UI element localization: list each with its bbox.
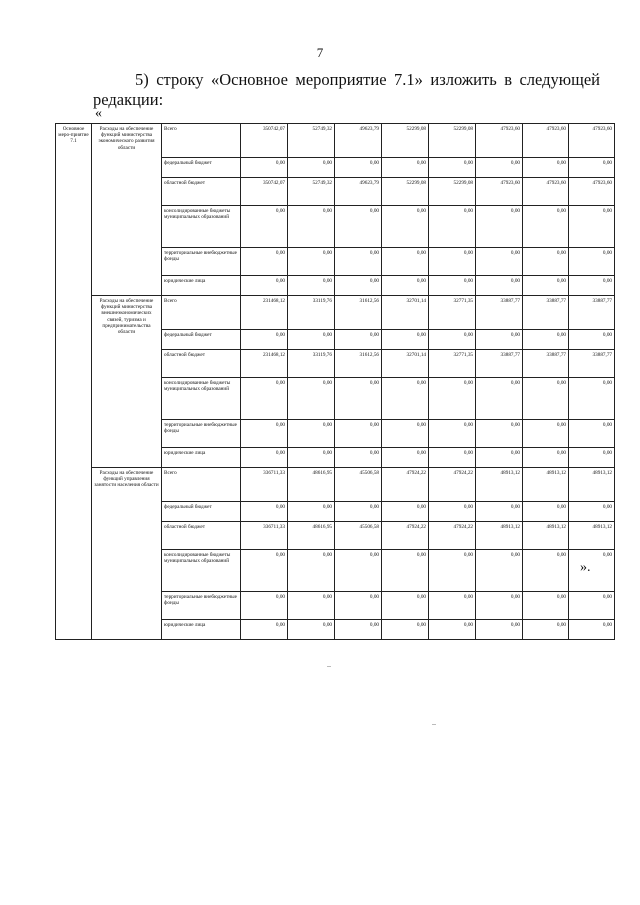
amount-cell: 0,00 (382, 378, 429, 420)
amount-cell: 52299,08 (429, 178, 476, 206)
amount-cell: 0,00 (429, 620, 476, 640)
amount-cell: 52299,08 (382, 178, 429, 206)
amount-cell: 47924,22 (382, 468, 429, 502)
amount-cell: 31612,56 (335, 296, 382, 330)
amount-cell: 52299,08 (429, 124, 476, 158)
amount-cell: 0,00 (288, 330, 335, 350)
funding-source-cell: юридические лица (162, 448, 241, 468)
amount-cell: 0,00 (476, 502, 523, 522)
funding-source-cell: юридические лица (162, 620, 241, 640)
amount-cell: 32701,14 (382, 296, 429, 330)
amount-cell: 48616,95 (288, 522, 335, 550)
amount-cell: 0,00 (429, 448, 476, 468)
budget-table (55, 123, 615, 640)
amount-cell: 0,00 (382, 502, 429, 522)
amount-cell: 33119,76 (288, 350, 335, 378)
amount-cell: 32701,14 (382, 350, 429, 378)
amount-cell: 0,00 (476, 248, 523, 276)
funding-source-cell: областной бюджет (162, 522, 241, 550)
funding-source-cell: юридические лица (162, 276, 241, 296)
scan-mark (327, 666, 331, 667)
open-quote: « (95, 106, 102, 121)
amount-cell: 336711,33 (241, 522, 288, 550)
amount-cell: 0,00 (288, 620, 335, 640)
amount-cell: 0,00 (569, 378, 615, 420)
amount-cell: 33887,77 (569, 296, 615, 330)
amount-cell: 0,00 (241, 448, 288, 468)
scan-mark (432, 724, 436, 725)
amount-cell: 0,00 (382, 550, 429, 592)
amount-cell: 47923,60 (476, 178, 523, 206)
amount-cell: 33887,77 (476, 296, 523, 330)
amount-cell: 0,00 (382, 206, 429, 248)
table-row (56, 296, 615, 330)
amount-cell: 0,00 (476, 158, 523, 178)
amount-cell: 0,00 (241, 378, 288, 420)
amount-cell: 0,00 (241, 330, 288, 350)
amount-cell: 0,00 (569, 276, 615, 296)
amount-cell: 0,00 (288, 448, 335, 468)
amount-cell: 0,00 (335, 550, 382, 592)
table-row (56, 468, 615, 502)
funding-source-cell: федеральный бюджет (162, 502, 241, 522)
expense-group-cell: Расходы на обеспечение функций министерства внешнеэкономических связей, туризма и предпринимательства области (92, 296, 162, 468)
funding-source-cell: Всего (162, 296, 241, 330)
amount-cell: 48913,12 (523, 468, 569, 502)
amount-cell: 0,00 (569, 330, 615, 350)
amount-cell: 33887,77 (523, 296, 569, 330)
amount-cell: 0,00 (429, 206, 476, 248)
amount-cell: 0,00 (476, 330, 523, 350)
amount-cell: 0,00 (523, 420, 569, 448)
amount-cell: 0,00 (429, 420, 476, 448)
amount-cell: 0,00 (523, 206, 569, 248)
amount-cell: 0,00 (523, 248, 569, 276)
amount-cell: 0,00 (335, 158, 382, 178)
amount-cell: 0,00 (335, 502, 382, 522)
funding-source-cell: консолидированные бюджеты муниципальных образований (162, 550, 241, 592)
amount-cell: 0,00 (523, 502, 569, 522)
amount-cell: 0,00 (288, 248, 335, 276)
amount-cell: 47924,22 (382, 522, 429, 550)
amount-cell: 0,00 (569, 550, 615, 592)
amount-cell: 49623,79 (335, 178, 382, 206)
amount-cell: 0,00 (523, 378, 569, 420)
expense-group-cell: Расходы на обеспечение функций управления занятости населения области (92, 468, 162, 640)
amount-cell: 0,00 (288, 502, 335, 522)
amount-cell: 0,00 (335, 276, 382, 296)
amount-cell: 33887,77 (476, 350, 523, 378)
amount-cell: 0,00 (288, 276, 335, 296)
amount-cell: 0,00 (288, 206, 335, 248)
amount-cell: 45506,58 (335, 522, 382, 550)
amount-cell: 0,00 (241, 550, 288, 592)
amount-cell: 0,00 (569, 158, 615, 178)
amount-cell: 0,00 (335, 206, 382, 248)
intro-word: «Основное (210, 70, 288, 89)
amount-cell: 0,00 (429, 330, 476, 350)
amount-cell: 0,00 (382, 330, 429, 350)
amount-cell: 52299,08 (382, 124, 429, 158)
amount-cell: 31612,56 (335, 350, 382, 378)
intro-paragraph (93, 70, 600, 110)
amount-cell: 350742,07 (241, 178, 288, 206)
amount-cell: 47923,60 (523, 178, 569, 206)
intro-word: 5) (135, 70, 149, 89)
intro-line-2: редакции: (93, 90, 164, 109)
amount-cell: 0,00 (569, 420, 615, 448)
amount-cell: 0,00 (569, 248, 615, 276)
amount-cell: 336711,33 (241, 468, 288, 502)
funding-source-cell: консолидированные бюджеты муниципальных образований (162, 378, 241, 420)
amount-cell: 48913,12 (476, 468, 523, 502)
amount-cell: 0,00 (382, 248, 429, 276)
amount-cell: 0,00 (476, 206, 523, 248)
amount-cell: 0,00 (429, 378, 476, 420)
amount-cell: 47923,60 (476, 124, 523, 158)
amount-cell: 0,00 (523, 330, 569, 350)
amount-cell: 0,00 (476, 592, 523, 620)
amount-cell: 0,00 (241, 248, 288, 276)
amount-cell: 32771,35 (429, 350, 476, 378)
intro-word: изложить (430, 70, 497, 89)
expense-group-cell: Расходы на обеспечение функций министерства экономического развития области (92, 124, 162, 296)
amount-cell: 0,00 (476, 276, 523, 296)
amount-cell: 0,00 (523, 550, 569, 592)
amount-cell: 45506,58 (335, 468, 382, 502)
amount-cell: 0,00 (429, 276, 476, 296)
amount-cell: 0,00 (241, 276, 288, 296)
amount-cell: 0,00 (429, 502, 476, 522)
amount-cell: 48913,12 (523, 522, 569, 550)
amount-cell: 0,00 (569, 448, 615, 468)
amount-cell: 0,00 (241, 620, 288, 640)
funding-source-cell: федеральный бюджет (162, 158, 241, 178)
intro-word: 7.1» (394, 70, 423, 89)
amount-cell: 0,00 (335, 248, 382, 276)
funding-source-cell: территориальные внебюджетные фонды (162, 420, 241, 448)
amount-cell: 0,00 (241, 158, 288, 178)
amount-cell: 0,00 (476, 620, 523, 640)
amount-cell: 0,00 (429, 592, 476, 620)
funding-source-cell: Всего (162, 124, 241, 158)
amount-cell: 0,00 (569, 206, 615, 248)
amount-cell: 231468,12 (241, 296, 288, 330)
intro-word: в (504, 70, 513, 89)
main-activity-cell: Основное меро-приятие 7.1 (56, 124, 92, 640)
amount-cell: 0,00 (288, 158, 335, 178)
amount-cell: 0,00 (241, 206, 288, 248)
funding-source-cell: территориальные внебюджетные фонды (162, 248, 241, 276)
amount-cell: 47923,60 (569, 124, 615, 158)
funding-source-cell: консолидированные бюджеты муниципальных образований (162, 206, 241, 248)
table-row (56, 124, 615, 158)
amount-cell: 0,00 (569, 620, 615, 640)
amount-cell: 0,00 (523, 448, 569, 468)
amount-cell: 0,00 (241, 502, 288, 522)
amount-cell: 0,00 (569, 592, 615, 620)
amount-cell: 0,00 (335, 448, 382, 468)
amount-cell: 0,00 (288, 550, 335, 592)
intro-word: следующей (519, 70, 600, 89)
amount-cell: 231468,12 (241, 350, 288, 378)
amount-cell: 0,00 (382, 420, 429, 448)
amount-cell: 350742,07 (241, 124, 288, 158)
amount-cell: 52749,32 (288, 178, 335, 206)
amount-cell: 0,00 (523, 620, 569, 640)
amount-cell: 33119,76 (288, 296, 335, 330)
amount-cell: 33887,77 (523, 350, 569, 378)
amount-cell: 0,00 (523, 592, 569, 620)
amount-cell: 49623,79 (335, 124, 382, 158)
close-quote: ». (580, 560, 591, 575)
amount-cell: 0,00 (382, 276, 429, 296)
amount-cell: 52749,32 (288, 124, 335, 158)
amount-cell: 0,00 (476, 378, 523, 420)
amount-cell: 0,00 (241, 420, 288, 448)
amount-cell: 32771,35 (429, 296, 476, 330)
amount-cell: 0,00 (429, 550, 476, 592)
amount-cell: 0,00 (382, 620, 429, 640)
amount-cell: 0,00 (569, 502, 615, 522)
amount-cell: 0,00 (335, 378, 382, 420)
amount-cell: 0,00 (288, 378, 335, 420)
amount-cell: 0,00 (429, 158, 476, 178)
funding-source-cell: областной бюджет (162, 178, 241, 206)
funding-source-cell: Всего (162, 468, 241, 502)
page-number: 7 (316, 45, 324, 60)
amount-cell: 0,00 (335, 620, 382, 640)
amount-cell: 0,00 (288, 420, 335, 448)
amount-cell: 47924,22 (429, 522, 476, 550)
amount-cell: 47924,22 (429, 468, 476, 502)
funding-source-cell: территориальные внебюджетные фонды (162, 592, 241, 620)
amount-cell: 33887,77 (569, 350, 615, 378)
funding-source-cell: областной бюджет (162, 350, 241, 378)
amount-cell: 48913,12 (569, 522, 615, 550)
amount-cell: 48913,12 (476, 522, 523, 550)
amount-cell: 0,00 (476, 550, 523, 592)
amount-cell: 47923,60 (569, 178, 615, 206)
amount-cell: 0,00 (382, 448, 429, 468)
intro-line-1 (93, 70, 600, 90)
funding-source-cell: федеральный бюджет (162, 330, 241, 350)
amount-cell: 0,00 (476, 448, 523, 468)
amount-cell: 48913,12 (569, 468, 615, 502)
amount-cell: 0,00 (335, 330, 382, 350)
amount-cell: 0,00 (523, 158, 569, 178)
amount-cell: 48616,95 (288, 468, 335, 502)
amount-cell: 0,00 (476, 420, 523, 448)
intro-word: строку (156, 70, 204, 89)
amount-cell: 0,00 (241, 592, 288, 620)
amount-cell: 0,00 (288, 592, 335, 620)
intro-word: мероприятие (295, 70, 387, 89)
amount-cell: 0,00 (382, 158, 429, 178)
amount-cell: 47923,60 (523, 124, 569, 158)
amount-cell: 0,00 (523, 276, 569, 296)
amount-cell: 0,00 (335, 420, 382, 448)
amount-cell: 0,00 (382, 592, 429, 620)
amount-cell: 0,00 (335, 592, 382, 620)
amount-cell: 0,00 (429, 248, 476, 276)
